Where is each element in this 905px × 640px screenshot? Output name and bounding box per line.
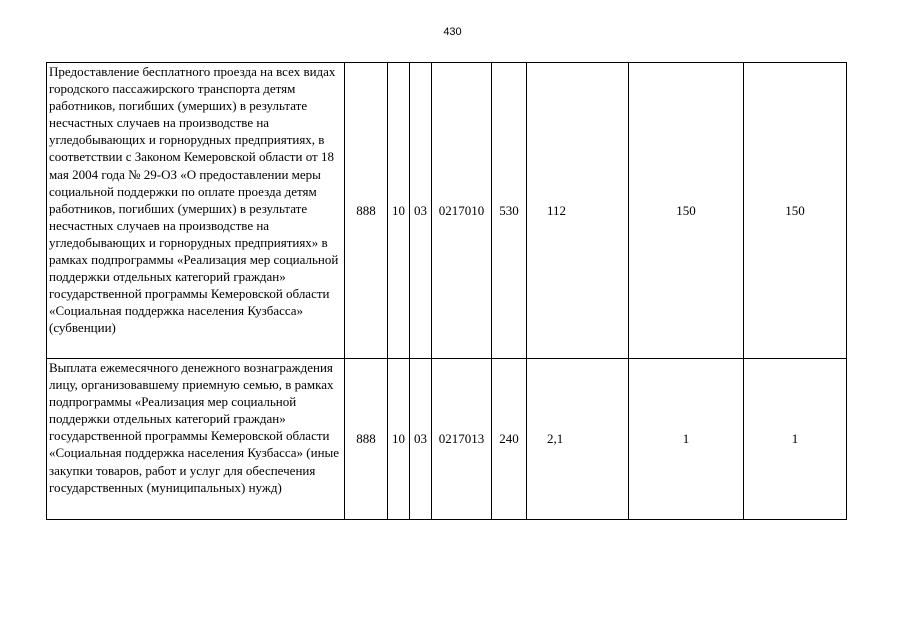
amount-cell-2: 1 [629,359,744,520]
amount-cell-2: 150 [629,63,744,359]
description-cell: Предоставление бесплатного проезда на всех видах городского пассажирского транспорта детям работников, погибших (умерших) в результате несчастных случаев на производстве на угледобывающих и горнорудных предприятиях, в соответствии с Законом Кемеровской области от 18 мая 2004 года № 29-ОЗ «О предоставлении меры социальной поддержки по оплате проезда детям работников, погибших (умерших) в результате несчастных случаев на производстве на угледобывающих и горнорудных предприятиях» в рамках подпрограммы «Реализация мер социальной поддержки отдельных категорий граждан» государственной программы Кемеровской области «Социальная поддержка населения Кузбасса» (субвенции) [47,63,345,359]
section-cell: 10 [388,359,410,520]
amount-cell-1: 2,1 [527,359,629,520]
expense-type-cell: 240 [492,359,527,520]
expense-type-cell: 530 [492,63,527,359]
amount-cell-3: 1 [744,359,847,520]
table-row [47,359,847,520]
ministry-code-cell: 888 [345,63,388,359]
amount-cell-3: 150 [744,63,847,359]
ministry-code-cell: 888 [345,359,388,520]
description-cell: Выплата ежемесячного денежного вознаграждения лицу, организовавшему приемную семью, в рамках подпрограммы «Реализация мер социальной поддержки отдельных категорий граждан» государственной программы Кемеровской области «Социальная поддержка населения Кузбасса» (иные закупки товаров, работ и услуг для обеспечения государственных (муниципальных) нужд) [47,359,345,520]
target-article-cell: 0217010 [432,63,492,359]
budget-table [46,62,847,520]
target-article-cell: 0217013 [432,359,492,520]
page-number: 430 [443,26,462,38]
table-row [47,63,847,359]
subsection-cell: 03 [410,63,432,359]
section-cell: 10 [388,63,410,359]
amount-cell-1: 112 [527,63,629,359]
subsection-cell: 03 [410,359,432,520]
